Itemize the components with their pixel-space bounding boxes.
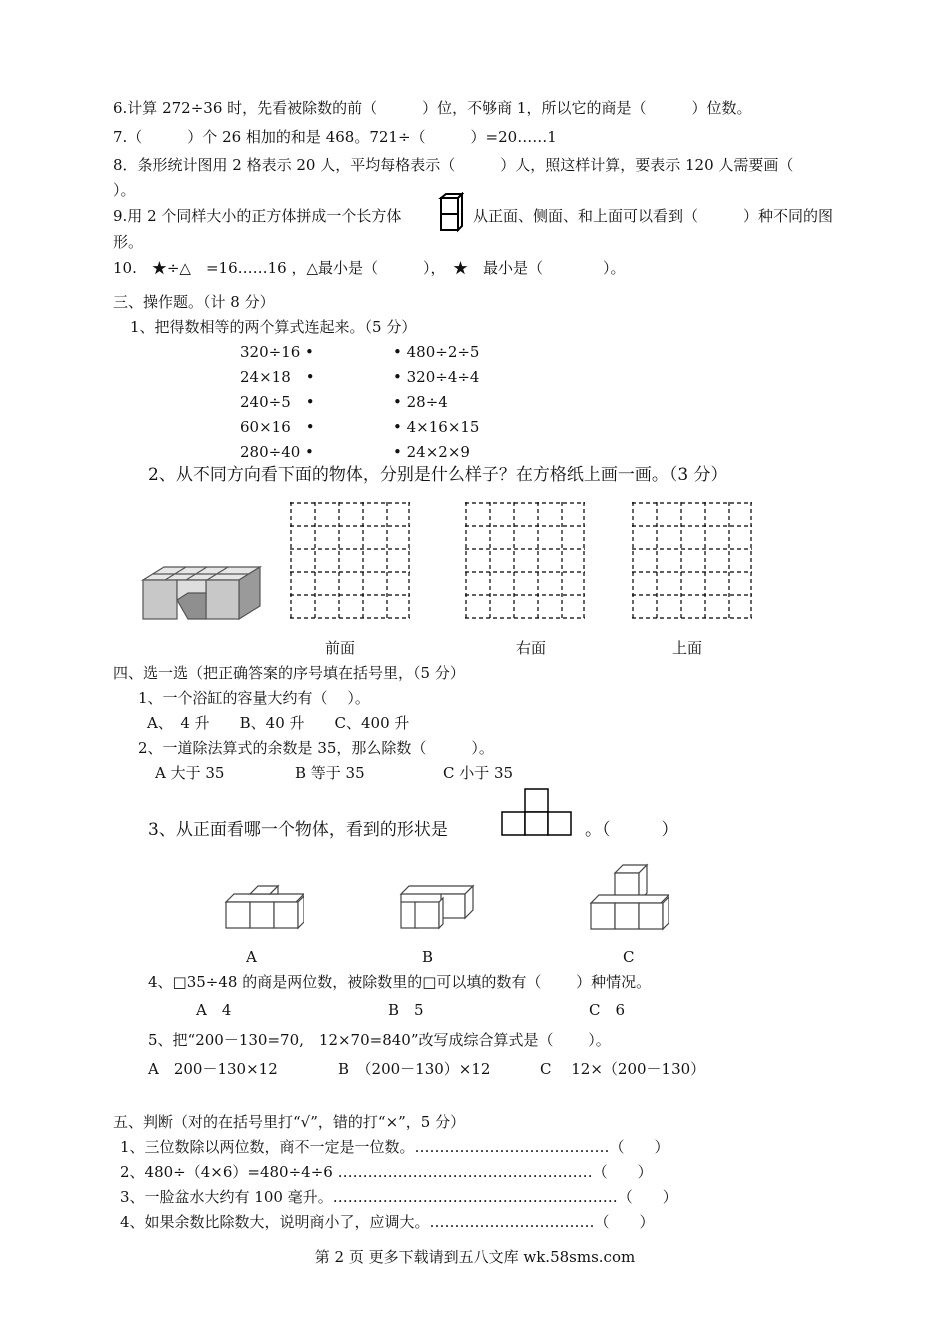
q2-option-a: A 大于 35 xyxy=(155,764,225,782)
section-4-q5: 5、把“200－130=70, 12×70=840”改写成综合算式是（ ）。 xyxy=(148,1031,611,1049)
q2-option-c: C 小于 35 xyxy=(443,764,514,782)
grid-paper-top[interactable] xyxy=(630,500,754,622)
match-right-2[interactable]: • 320÷4÷4 xyxy=(393,368,480,386)
match-left-4[interactable]: 60×16 • xyxy=(240,418,315,436)
object-a-label: A xyxy=(246,948,257,966)
page-footer: 第 2 页 更多下载请到五八文库 wk.58sms.com xyxy=(314,1248,636,1266)
question-8-cont: ）。 xyxy=(113,181,136,199)
match-right-1[interactable]: • 480÷2÷5 xyxy=(393,343,480,361)
judge-item-3: 3、一脸盆水大约有 100 毫升。…………………………………………………（ ） xyxy=(120,1188,678,1206)
q5-option-c: C 12×（200－130） xyxy=(540,1060,706,1078)
section-3-q1: 1、把得数相等的两个算式连起来。（5 分） xyxy=(130,318,417,336)
q4-option-b: B 5 xyxy=(388,1001,424,1019)
section-3-q2: 2、从不同方向看下面的物体，分别是什么样子？在方格纸上画一画。（3 分） xyxy=(148,465,728,485)
q5-option-a: A 200－130×12 xyxy=(148,1060,278,1078)
q2-option-b: B 等于 35 xyxy=(295,764,365,782)
object-b-figure xyxy=(397,884,479,932)
match-left-1[interactable]: 320÷16 • xyxy=(240,343,314,361)
view-label-top: 上面 xyxy=(672,639,703,657)
object-c-figure xyxy=(587,863,669,933)
question-9-end: 形。 xyxy=(113,233,144,251)
match-right-4[interactable]: • 4×16×15 xyxy=(393,418,480,436)
section-4-q4: 4、□35÷48 的商是两位数，被除数里的□可以填的数有（ ）种情况。 xyxy=(148,973,652,991)
question-9-cont: 从正面、侧面、和上面可以看到（ ）种不同的图 xyxy=(473,207,834,225)
judge-item-4: 4、如果余数比除数大，说明商小了，应调大。……………………………（ ） xyxy=(120,1213,655,1231)
section-4-q3-bracket: 。（ ） xyxy=(585,820,679,840)
cube-object-figure xyxy=(138,560,268,622)
section-4-q1: 1、一个浴缸的容量大约有（ ）。 xyxy=(138,689,370,707)
match-right-5[interactable]: • 24×2×9 xyxy=(393,443,470,461)
match-left-5[interactable]: 280÷40 • xyxy=(240,443,314,461)
section-4-q3: 3、从正面看哪一个物体，看到的形状是 xyxy=(148,820,448,840)
judge-item-1: 1、三位数除以两位数，商不一定是一位数。…………………………………（ ） xyxy=(120,1138,670,1156)
section-4-title: 四、选一选（把正确答案的序号填在括号里，（5 分） xyxy=(113,664,465,682)
question-7: 7.（ ）个 26 相加的和是 468。721÷（ ）=20……1 xyxy=(113,128,557,146)
q4-option-c: C 6 xyxy=(589,1001,626,1019)
view-label-right: 右面 xyxy=(516,639,547,657)
q4-option-a: A 4 xyxy=(196,1001,232,1019)
grid-paper-right[interactable] xyxy=(463,500,587,622)
judge-item-2: 2、480÷（4×6）=480÷4÷6 ……………………………………………（ ） xyxy=(120,1163,653,1181)
question-10: 10. ★÷△ =16……16 ，△最小是（ ）， ★ 最小是（ ）。 xyxy=(113,259,626,277)
question-6: 6.计算 272÷36 时，先看被除数的前（ ）位，不够商 1，所以它的商是（ ）位数。 xyxy=(113,99,752,117)
view-label-front: 前面 xyxy=(325,639,356,657)
section-4-q1-options: A、 4 升 B、40 升 C、400 升 xyxy=(147,714,410,732)
q5-option-b: B （200－130）×12 xyxy=(338,1060,491,1078)
match-right-3[interactable]: • 28÷4 xyxy=(393,393,448,411)
grid-paper-front[interactable] xyxy=(288,500,412,622)
object-c-label: C xyxy=(623,948,635,966)
cuboid-figure xyxy=(438,192,464,234)
match-left-2[interactable]: 24×18 • xyxy=(240,368,315,386)
section-4-q2: 2、一道除法算式的余数是 35，那么除数（ ）。 xyxy=(138,739,494,757)
question-9: 9.用 2 个同样大小的正方体拼成一个长方体 xyxy=(113,207,402,225)
section-3-title: 三、操作题。（计 8 分） xyxy=(113,293,275,311)
section-5-title: 五、判断（对的在括号里打“√”，错的打“×”，5 分） xyxy=(113,1113,466,1131)
match-left-3[interactable]: 240÷5 • xyxy=(240,393,315,411)
question-8: 8．条形统计图用 2 格表示 20 人，平均每格表示（ ）人，照这样计算，要表示 120 人需要画（ xyxy=(113,156,794,174)
target-shape-figure xyxy=(500,787,574,837)
object-a-figure xyxy=(222,884,304,932)
object-b-label: B xyxy=(422,948,434,966)
